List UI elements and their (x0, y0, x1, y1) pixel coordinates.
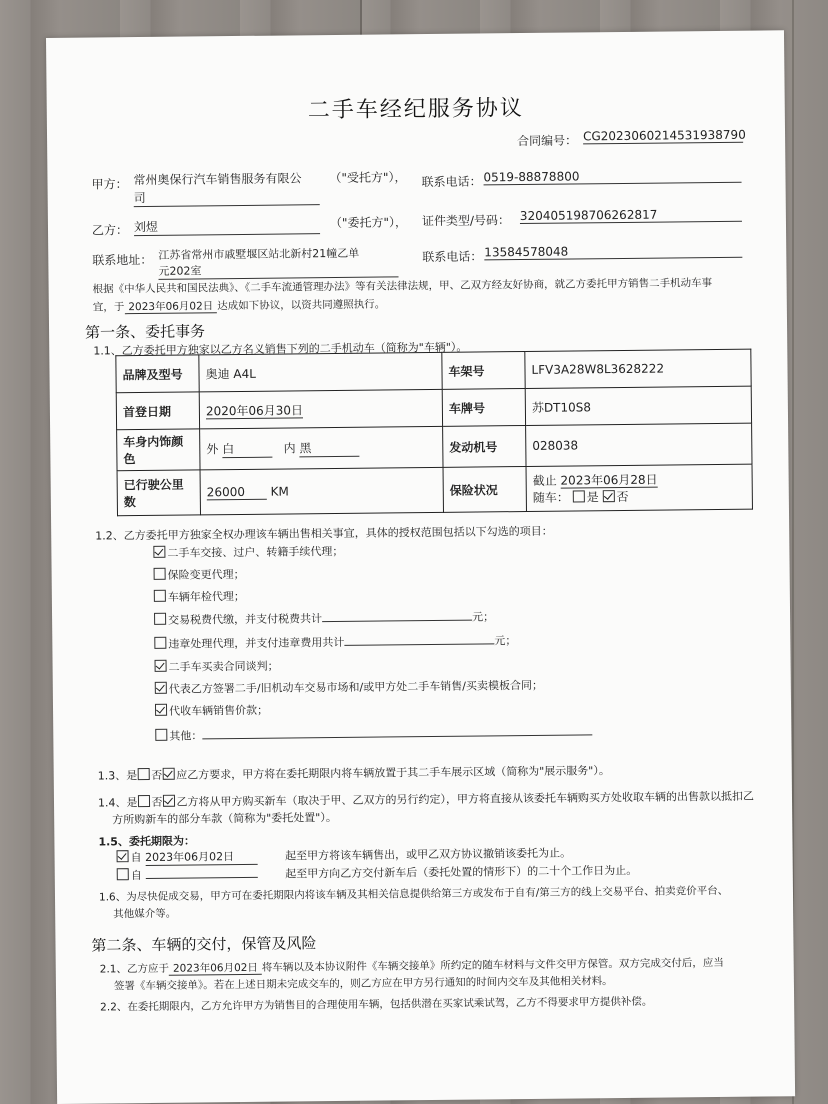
contract-no: CG2023060214531938790 (582, 127, 746, 144)
vin-label: 车架号 (442, 352, 525, 390)
color-cell: 外 白 内 黑 (200, 426, 443, 470)
option-checkbox (154, 568, 166, 580)
party-a-name-line1: 常州奥保行汽车销售服务有限公 (133, 171, 302, 188)
clause-1-2: 1.2、乙方委托甲方独家全权办理该车辆出售相关事宜，具体的授权范围包括以下勾选的项目： (95, 524, 553, 543)
authorization-option (154, 631, 516, 652)
clause-1-1: 1.1、乙方委托甲方独家以乙方名义销售下列的二手机动车（简称为"车辆"）。 (93, 340, 468, 358)
option-label: 二手车交接、过户、转籍手续代理； (167, 544, 344, 560)
mileage-value: 26000 (207, 484, 267, 500)
plate-label: 车牌号 (442, 389, 525, 427)
party-a-name-line2: 司 (134, 187, 320, 207)
clause-1-5-option2: 自 起至甲方向乙方交付新车后（委托处置的情形下）的二十个工作日为止。 (117, 862, 638, 883)
party-b-role: （"委托方"）， (329, 215, 408, 231)
party-b-name: 刘煜 (134, 216, 320, 236)
option-suffix: 元； (494, 634, 517, 648)
engine-label: 发动机号 (443, 425, 526, 467)
section-2-heading: 第二条、车辆的交付，保管及风险 (91, 934, 317, 955)
option-blank-line (344, 631, 494, 646)
option-checkbox (155, 682, 167, 694)
color-out-value: 白 (222, 440, 272, 459)
option-label: 保险变更代理； (167, 567, 245, 582)
option-checkbox (154, 590, 166, 602)
option-label: 二手车买卖合同谈判； (168, 659, 279, 674)
color-label: 车身内饰颜色 (117, 429, 200, 471)
authorization-option (155, 677, 543, 697)
reg-date-label: 首登日期 (116, 392, 199, 430)
authorization-option (154, 588, 245, 605)
clause-1-6-line2: 其他媒介等。 (113, 907, 177, 921)
clause-2-1-line1: 2.1、乙方应于 2023年06月02日 将车辆以及本协议附件《车辆交接单》所约定的随车材料与文件交甲方保管。双方完成交付后，应当 (99, 956, 724, 976)
authorization-option (154, 607, 494, 628)
mileage-unit: KM (270, 483, 289, 499)
option-checkbox (154, 613, 166, 625)
option-label: 车辆年检代理； (167, 589, 245, 604)
option-checkbox (155, 660, 167, 672)
party-b-phone: 13584578048 (484, 243, 742, 261)
authorization-option (153, 543, 343, 561)
address-line1: 江苏省常州市戚墅堰区站北新村21幢乙单 (158, 246, 360, 262)
insurance-cell: 截止 2023年06月28日 随车： 是 否 (526, 464, 752, 511)
authorization-option (155, 658, 279, 675)
option-label: 其他： (169, 729, 203, 743)
insurance-yes-checkbox (573, 490, 585, 502)
authorization-option (154, 566, 245, 583)
mileage-label: 已行驶公里数 (117, 470, 200, 516)
brand-label: 品牌及型号 (116, 355, 199, 393)
clause-1-4-line1: 1.4、是 否 乙方将从甲方购买新车（取决于甲、乙双方的另行约定），甲方将直接从该委托车辆购买方处收取车辆的出售款以抵扣乙 (97, 789, 755, 810)
section-1-heading: 第一条、委托事务 (84, 322, 206, 342)
clause-1-3: 1.3、是 否 应乙方要求，甲方将在委托期限内将车辆放置于其二手车展示区域（简称为"展示服务"）。 (97, 764, 610, 783)
option-checkbox (155, 729, 167, 741)
party-b-phone-label: 联系电话： (422, 249, 483, 265)
term-2-checkbox (117, 868, 129, 880)
term-1-checkbox (117, 850, 129, 862)
mileage-cell (200, 467, 443, 515)
plate-value: 苏DT10S8 (525, 386, 751, 425)
address-label: 联系地址： (92, 252, 153, 268)
clause-1-4-line2: 方所购新车的部分车款（简称为"委托处置"）。 (112, 810, 337, 827)
insurance-until: 2023年06月28日 (560, 472, 658, 488)
party-a-phone: 0519-88878800 (483, 168, 741, 186)
authorization-option (155, 722, 592, 744)
contract-no-label: 合同编号： (517, 133, 578, 149)
insurance-no-checkbox (602, 490, 614, 502)
c14-no-checkbox (162, 795, 174, 807)
option-label: 交易税费代缴，并支付税费共计 (168, 612, 323, 627)
contract-document (46, 30, 795, 1104)
id-label: 证件类型/号码： (421, 213, 511, 229)
insurance-label: 保险状况 (443, 466, 526, 512)
intro-line1: 根据《中华人民共和国民法典》、《二手车流通管理办法》等有关法律法规，甲、乙双方经友好协商，就乙方委托甲方销售二手机动车事 (92, 277, 713, 296)
option-label: 代表乙方签署二手/旧机动车交易市场和/或甲方处二手车销售/买卖模板合同； (168, 678, 543, 696)
option-checkbox (154, 637, 166, 649)
option-blank-line (322, 608, 472, 623)
color-in-value: 黑 (299, 439, 359, 458)
reg-date-cell (199, 389, 442, 429)
reg-date-value: 2020年06月30日 (205, 402, 304, 418)
intro-line2: 宜，于 2023年06月02日 达成如下协议，以资共同遵照执行。 (92, 298, 386, 314)
delivery-date: 2023年06月02日 (169, 962, 262, 976)
term-1-date: 2023年06月02日 (145, 848, 257, 866)
party-a-label: 甲方： (91, 177, 128, 192)
option-label: 违章处理代理，并支付违章费用共计 (168, 635, 345, 651)
option-blank-line (202, 722, 592, 739)
engine-value: 028038 (526, 423, 752, 466)
clause-1-6-line1: 1.6、为尽快促成交易，甲方可在委托期限内将该车辆及其相关信息提供给第三方或发布于自有/第三方的线上交易平台、拍卖竞价平台、 (98, 884, 729, 904)
c13-no-checkbox (162, 768, 174, 780)
vehicle-info-table (115, 349, 753, 517)
authorization-option (155, 702, 268, 719)
party-a-phone-label: 联系电话： (421, 174, 482, 190)
c14-yes-checkbox (137, 795, 149, 807)
party-a-role: （"受托方"）， (329, 170, 407, 186)
clause-2-2: 2.2、在委托期限内，乙方允许甲方为销售目的合理使用车辆，包括供潜在买家试乘试驾，乙方不得要求甲方提供补偿。 (100, 995, 653, 1014)
option-suffix: 元； (472, 610, 495, 624)
intro-date: 2023年06月02日 (124, 300, 217, 314)
document-title: 二手车经纪服务协议 (307, 96, 524, 124)
clause-1-5-option1: 自 2023年06月02日 起至甲方将该车辆售出，或甲乙双方协议撤销该委托为止。 (116, 845, 571, 867)
option-checkbox (155, 704, 167, 716)
address-line2: 元202室 (158, 260, 398, 280)
c13-yes-checkbox (137, 768, 149, 780)
brand-value: 奥迪 A4L (199, 352, 442, 392)
option-checkbox (153, 546, 165, 558)
clause-1-5: 1.5、委托期限为： (98, 834, 195, 849)
vin-value: LFV3A28W8L3628222 (525, 349, 751, 388)
party-b-label: 乙方： (91, 223, 129, 238)
party-b-id: 320405198706262817 (520, 207, 742, 224)
clause-2-1-line2: 签署《车辆交接单》。若在上述日期未完成交车的，则乙方应在甲方另行通知的时间内交车及其他相关材料。 (113, 975, 613, 993)
option-label: 代收车辆销售价款； (168, 703, 269, 718)
